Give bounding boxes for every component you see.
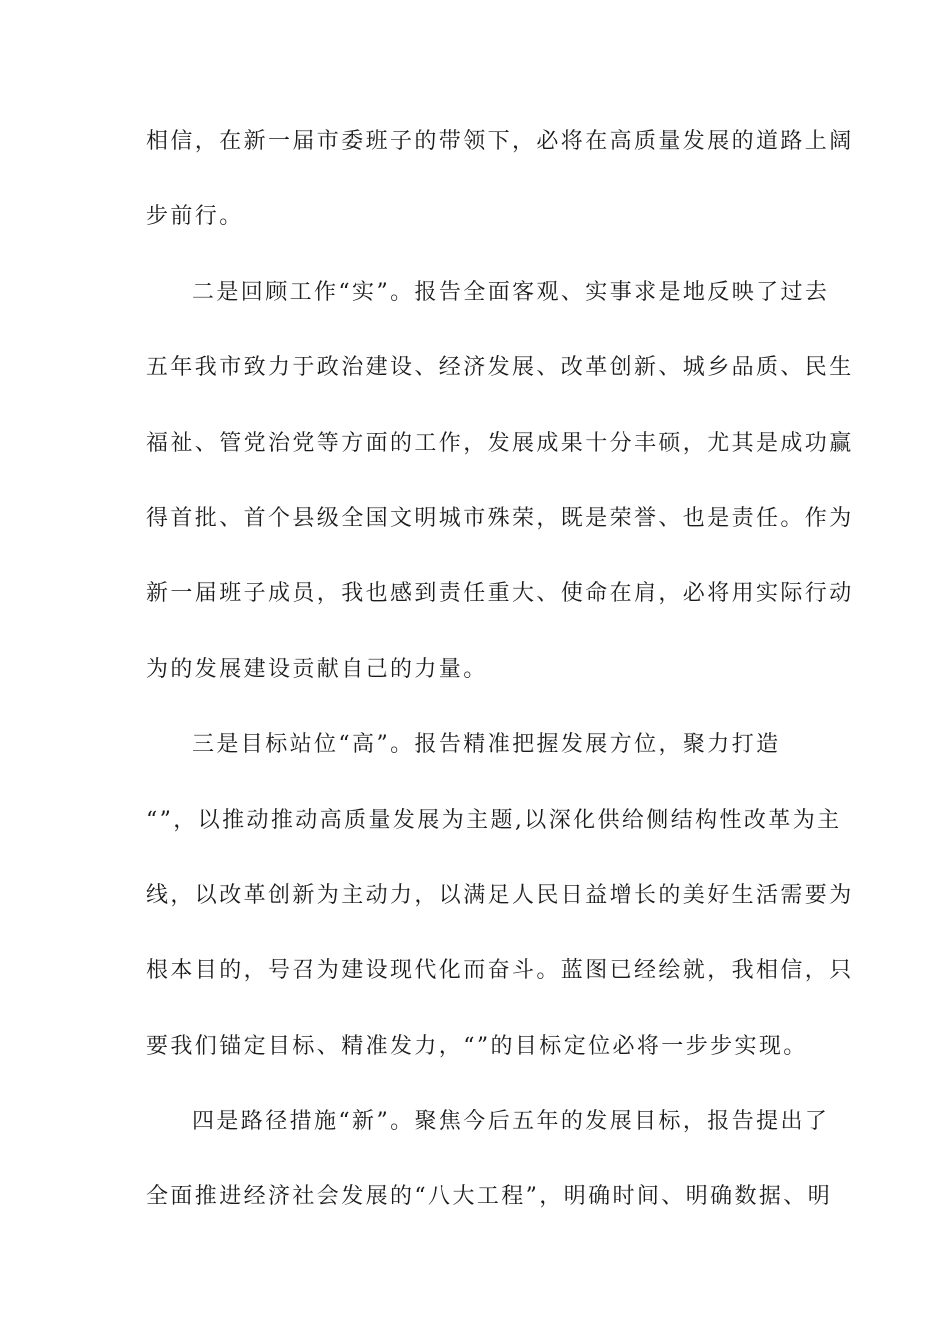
text-line: 福祉、管党治党等方面的工作，发展成果十分丰硕，尤其是成功赢 bbox=[146, 430, 854, 456]
text-line: 步前行。 bbox=[146, 204, 244, 230]
paragraph-first-line: 三是目标站位“高”。报告精准把握发展方位，聚力打造 bbox=[192, 732, 781, 758]
text-line: 为的发展建设贡献自己的力量。 bbox=[146, 656, 488, 682]
text-line: 得首批、首个县级全国文明城市殊荣，既是荣誉、也是责任。作为 bbox=[146, 505, 854, 531]
body-text bbox=[146, 124, 854, 1255]
text-line: 新一届班子成员，我也感到责任重大、使命在肩，必将用实际行动 bbox=[146, 581, 854, 607]
text-line: 相信，在新一届市委班子的带领下，必将在高质量发展的道路上阔 bbox=[146, 129, 854, 154]
text-line: 线，以改革创新为主动力，以满足人民日益增长的美好生活需要为 bbox=[146, 882, 854, 908]
paragraph-first-line: 二是回顾工作“实”。报告全面客观、实事求是地反映了过去 bbox=[192, 279, 830, 305]
paragraph-first-line: 四是路径措施“新”。聚焦今后五年的发展目标，报告提出了 bbox=[192, 1109, 830, 1135]
text-line: 要我们锚定目标、精准发力，“”的目标定位必将一步步实现。 bbox=[146, 1033, 808, 1059]
text-line: 根本目的，号召为建设现代化而奋斗。蓝图已经绘就，我相信，只 bbox=[146, 958, 854, 984]
text-line: 五年我市致力于政治建设、经济发展、改革创新、城乡品质、民生 bbox=[146, 355, 854, 381]
text-line: 全面推进经济社会发展的“八大工程”，明确时间、明确数据、明 bbox=[146, 1184, 833, 1210]
text-line: “”，以推动推动高质量发展为主题,以深化供给侧结构性改革为主 bbox=[146, 807, 842, 833]
